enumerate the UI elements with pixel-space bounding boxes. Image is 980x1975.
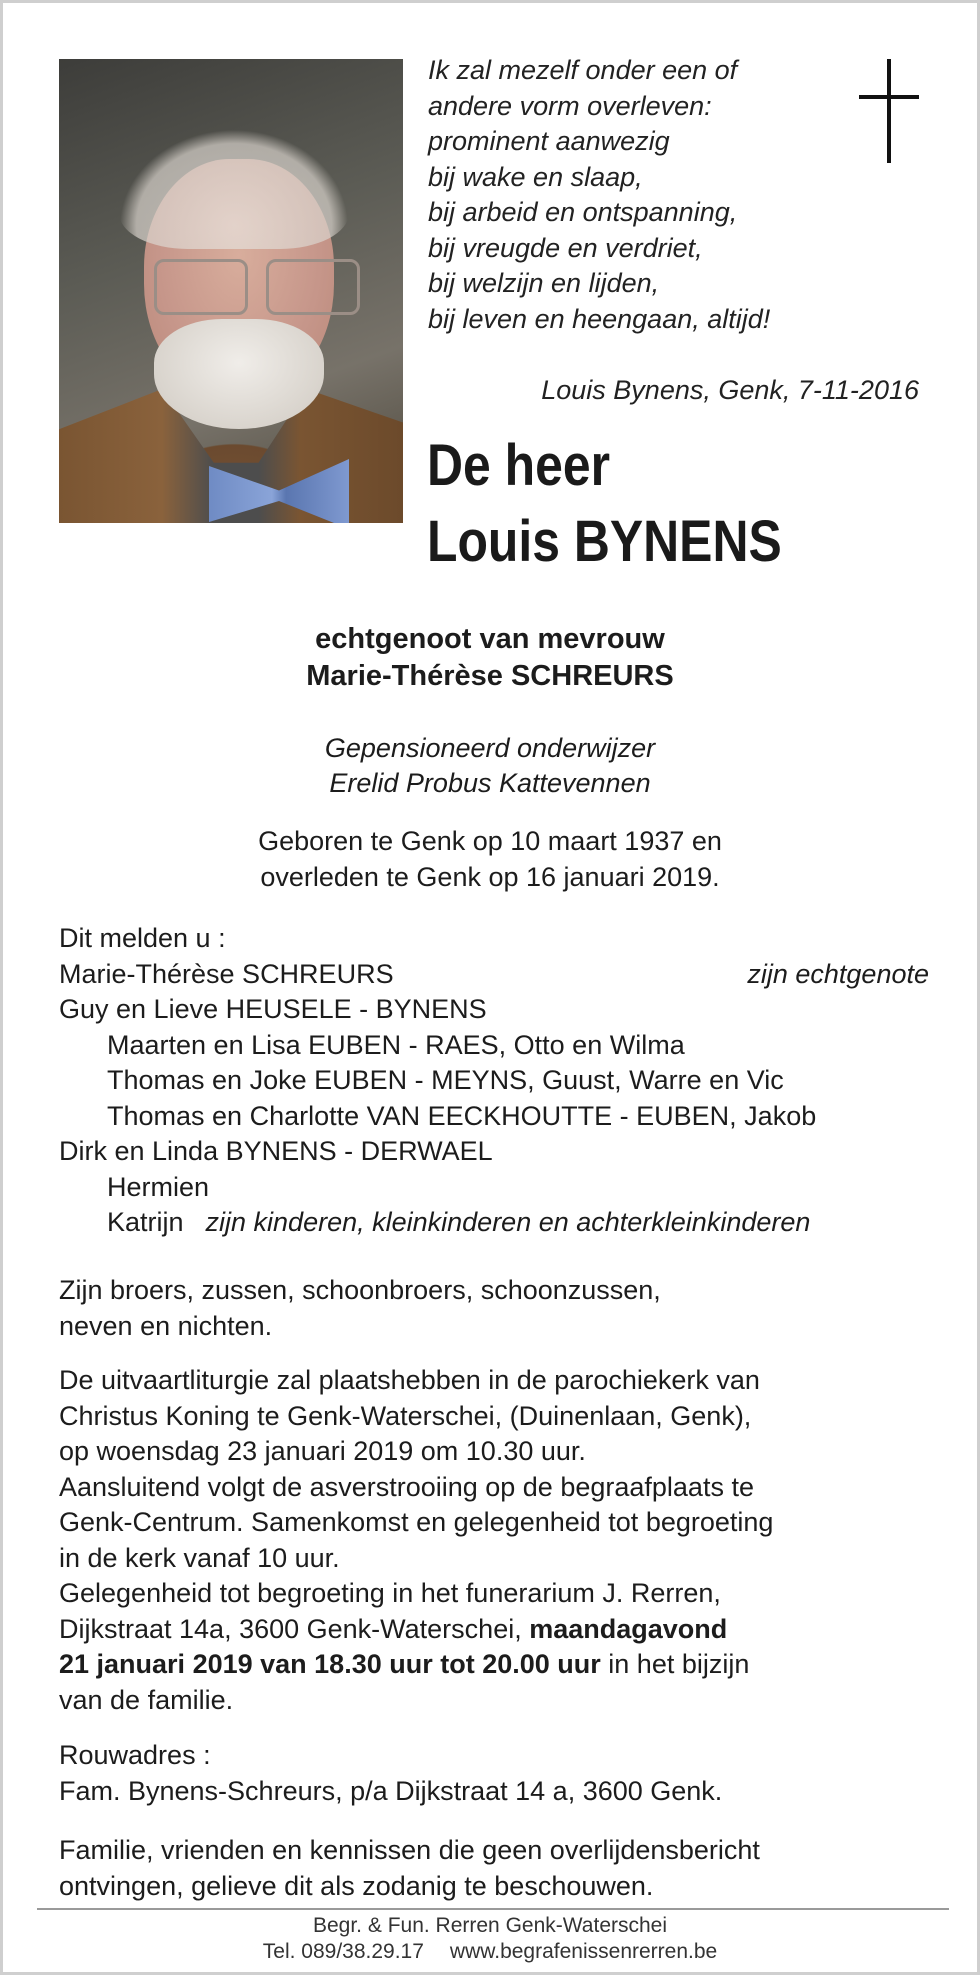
deceased-name	[427, 428, 782, 580]
photo-beard	[154, 319, 324, 429]
grandchild-name: Katrijn	[107, 1207, 184, 1237]
birth-line: Geboren te Genk op 10 maart 1937 en	[258, 826, 722, 856]
visitation-time: 21 januari 2019 van 18.30 uur tot 20.00 uur	[59, 1649, 601, 1679]
ceremony-line: op woensdag 23 januari 2019 om 10.30 uur.	[59, 1436, 586, 1466]
poem-line: bij arbeid en ontspanning,	[428, 197, 738, 227]
ceremony-line: van de familie.	[59, 1684, 234, 1715]
grandchild-line: Hermien	[107, 1171, 210, 1202]
address-value: Fam. Bynens-Schreurs, p/a Dijkstraat 14 a, 3600 Genk.	[59, 1775, 723, 1806]
child-couple-2: Dirk en Linda BYNENS - DERWAEL	[59, 1136, 493, 1166]
role-line: Gepensioneerd onderwijzer	[324, 733, 656, 763]
footer-contact	[3, 1939, 977, 1965]
spouse-line1: echtgenoot van mevrouw	[315, 623, 665, 655]
poem-line: bij wake en slaap,	[428, 161, 643, 192]
mourning-address	[59, 1738, 929, 1809]
footer-website: www.begrafenissenrerren.be	[449, 1940, 718, 1963]
poem-line: andere vorm overleven:	[428, 90, 712, 121]
spouse-name: Marie-Thérèse SCHREURS	[59, 958, 394, 989]
poem-line: bij vreugde en verdriet,	[428, 232, 703, 263]
grandchild-line: Thomas en Joke EUBEN - MEYNS, Guust, Warre en Vic	[107, 1065, 784, 1095]
family-row-spouse	[59, 957, 929, 993]
spouse-info	[3, 621, 977, 695]
grandchild-line: Maarten en Lisa EUBEN - RAES, Otto en Wilma	[107, 1029, 685, 1060]
deceased-title: De heer	[427, 433, 610, 498]
obituary-card	[3, 3, 977, 1972]
address-label: Rouwadres :	[59, 1740, 211, 1770]
footer-company: Begr. & Fun. Rerren Genk-Waterschei	[312, 1914, 668, 1937]
notice	[59, 1833, 929, 1904]
children-relation: zijn kinderen, kleinkinderen en achterkleinkinderen	[205, 1207, 811, 1237]
footer-divider	[37, 1908, 949, 1910]
poem-line: Ik zal mezelf onder een of	[428, 55, 738, 85]
ceremony-line: Gelegenheid tot begroeting in het funerarium J. Rerren,	[59, 1578, 721, 1608]
photo-glasses	[154, 259, 364, 315]
poem-line: prominent aanwezig	[428, 126, 670, 156]
cross-icon	[859, 59, 919, 163]
death-line: overleden te Genk op 16 januari 2019.	[260, 862, 720, 892]
ceremony-line: Genk-Centrum. Samenkomst en gelegenheid tot begroeting	[59, 1507, 774, 1537]
role-line: Erelid Probus Kattevennen	[329, 768, 651, 798]
photo-hair	[119, 129, 349, 249]
notice-line: Familie, vrienden en kennissen die geen overlijdensbericht	[59, 1835, 760, 1865]
ceremony-info	[59, 1363, 929, 1718]
relatives-line: neven en nichten.	[59, 1310, 273, 1341]
spouse-relation: zijn echtgenote	[747, 958, 929, 989]
roles	[3, 731, 977, 801]
ceremony-line	[59, 1647, 929, 1683]
ceremony-line: Christus Koning te Genk-Waterschei, (Duinenlaan, Genk),	[59, 1400, 752, 1431]
ceremony-line	[59, 1612, 929, 1648]
portrait-photo	[59, 59, 403, 523]
child-couple-1: Guy en Lieve HEUSELE - BYNENS	[59, 994, 487, 1024]
ceremony-line: Aansluitend volgt de asverstrooiing op de begraafplaats te	[59, 1471, 754, 1502]
poem-line: bij leven en heengaan, altijd!	[428, 303, 771, 334]
ceremony-address: Dijkstraat 14a, 3600 Genk-Waterschei,	[59, 1613, 522, 1644]
ceremony-line: De uitvaartliturgie zal plaatshebben in de parochiekerk van	[59, 1365, 760, 1395]
notice-line: ontvingen, gelieve dit als zodanig te beschouwen.	[59, 1870, 654, 1901]
ceremony-line: in de kerk vanaf 10 uur.	[59, 1542, 340, 1573]
spouse-line2: Marie-Thérèse SCHREURS	[306, 660, 674, 692]
visitation-day: maandagavond	[529, 1613, 728, 1644]
footer-phone: Tel. 089/38.29.17	[262, 1940, 424, 1963]
grandchild-line: Thomas en Charlotte VAN EECKHOUTTE - EUBEN, Jakob	[107, 1100, 817, 1131]
relatives	[59, 1273, 929, 1344]
relatives-line: Zijn broers, zussen, schoonbroers, schoonzussen,	[59, 1275, 661, 1305]
poem-author: Louis Bynens, Genk, 7-11-2016	[541, 375, 919, 405]
family-list	[59, 921, 929, 1241]
grandchild-line-with-relation	[59, 1205, 929, 1241]
family-intro: Dit melden u :	[59, 923, 226, 953]
poem	[428, 53, 848, 337]
ceremony-presence: in het bijzijn	[608, 1649, 750, 1679]
deceased-fullname: Louis BYNENS	[427, 509, 782, 574]
poem-line: bij welzijn en lijden,	[428, 268, 660, 298]
life-dates	[3, 823, 977, 895]
